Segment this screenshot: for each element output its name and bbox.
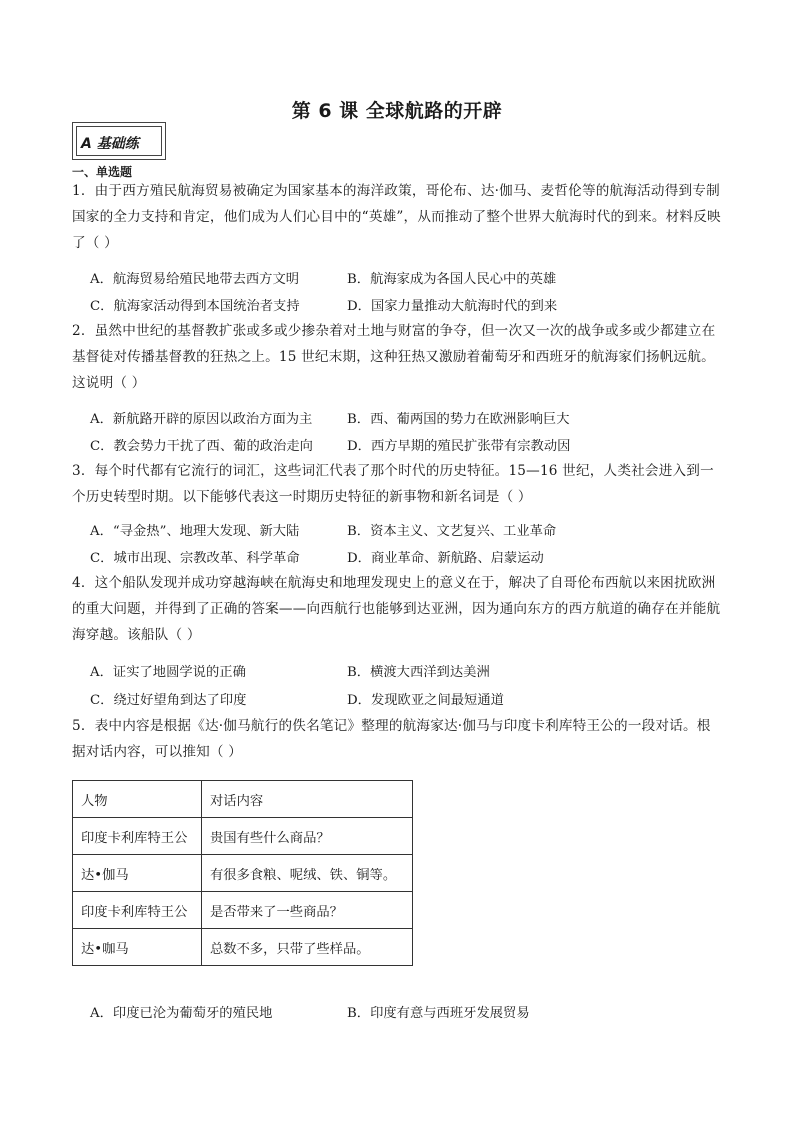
question-1-option-d: D．国家力量推动大航海时代的到来 xyxy=(347,299,558,314)
question-3-option-a: A．“寻金热”、地理大发现、新大陆 xyxy=(90,524,300,539)
table-header-cell: 对话内容 xyxy=(202,781,413,818)
page-title: 第 6 课 全球航路的开辟 xyxy=(291,100,503,122)
table-cell-content: 是否带来了一些商品？ xyxy=(202,892,413,929)
table-row xyxy=(73,818,413,855)
question-4-option-c: C．绕过好望角到达了印度 xyxy=(90,693,247,708)
table-row xyxy=(73,855,413,892)
dialogue-table xyxy=(72,780,413,966)
question-1-option-b: B．航海家成为各国人民心中的英雄 xyxy=(347,272,557,287)
question-1-option-c: C．航海家活动得到本国统治者支持 xyxy=(90,299,300,314)
question-3-stem: 3．每个时代都有它流行的词汇，这些词汇代表了那个时代的历史特征。15—16 世纪，人类社会进入到一个历史转型时期。以下能够代表这一时期历史特征的新事物和新名词是（ ） xyxy=(72,463,714,505)
question-3-option-d: D．商业革命、新航路、启蒙运动 xyxy=(347,551,544,566)
question-2-option-d: D．西方早期的殖民扩张带有宗教动因 xyxy=(347,439,571,454)
question-2-option-b: B．西、葡两国的势力在欧洲影响巨大 xyxy=(347,412,570,427)
question-1-stem: 1．由于西方殖民航海贸易被确定为国家基本的海洋政策，哥伦布、达·伽马、麦哲伦等的航海活动得到专制国家的全力支持和肯定，他们成为人们心目中的“英雄”，从而推动了整个世界大航海时代的到来。材料反映了（ ） xyxy=(72,183,721,251)
table-cell-speaker: 印度卡利库特王公 xyxy=(73,818,202,855)
question-4-option-d: D．发现欧亚之间最短通道 xyxy=(347,693,504,708)
question-2-option-c: C．教会势力干扰了西、葡的政治走向 xyxy=(90,439,313,454)
question-5-stem: 5．表中内容是根据《达·伽马航行的佚名笔记》整理的航海家达·伽马与印度卡利库特王公的一段对话。根据对话内容，可以推知（ ） xyxy=(72,718,711,760)
question-4-stem: 4．这个船队发现并成功穿越海峡在航海史和地理发现史上的意义在于，解决了自哥伦布西航以来困扰欧洲的重大问题，并得到了正确的答案——向西航行也能够到达亚洲，因为通向东方的西方航道的确存在并能航海穿越。该船队（ ） xyxy=(72,575,721,643)
table-cell-content: 有很多食粮、呢绒、铁、铜等。 xyxy=(202,855,413,892)
question-3-option-c: C．城市出现、宗教改革、科学革命 xyxy=(90,551,300,566)
question-5-option-a: A．印度已沦为葡萄牙的殖民地 xyxy=(90,1006,273,1021)
table-header-cell: 人物 xyxy=(73,781,202,818)
section-badge xyxy=(72,122,166,160)
question-2-option-a: A．新航路开辟的原因以政治方面为主 xyxy=(90,412,313,427)
question-1-option-a: A．航海贸易给殖民地带去西方文明 xyxy=(90,272,300,287)
table-cell-content: 贵国有些什么商品？ xyxy=(202,818,413,855)
badge-label: A 基础练 xyxy=(81,136,139,152)
table-row xyxy=(73,892,413,929)
table-cell-content: 总数不多，只带了些样品。 xyxy=(202,929,413,966)
table-cell-speaker: 印度卡利库特王公 xyxy=(73,892,202,929)
section-heading: 一、单选题 xyxy=(72,165,133,179)
question-2-stem: 2．虽然中世纪的基督教扩张或多或少掺杂着对土地与财富的争夺，但一次又一次的战争或多或少都建立在基督徒对传播基督教的狂热之上。15 世纪末期，这种狂热又激励着葡萄牙和西班牙的航海家们扬帆远航。这说明（ ） xyxy=(72,323,716,391)
question-4-option-a: A．证实了地圆学说的正确 xyxy=(90,665,246,680)
question-5-option-b: B．印度有意与西班牙发展贸易 xyxy=(347,1006,530,1021)
table-header-row xyxy=(73,781,413,818)
table-row xyxy=(73,929,413,966)
question-3-option-b: B．资本主义、文艺复兴、工业革命 xyxy=(347,524,557,539)
table-cell-speaker: 达•咖马 xyxy=(73,929,202,966)
table-cell-speaker: 达•伽马 xyxy=(73,855,202,892)
question-4-option-b: B．横渡大西洋到达美洲 xyxy=(347,665,490,680)
